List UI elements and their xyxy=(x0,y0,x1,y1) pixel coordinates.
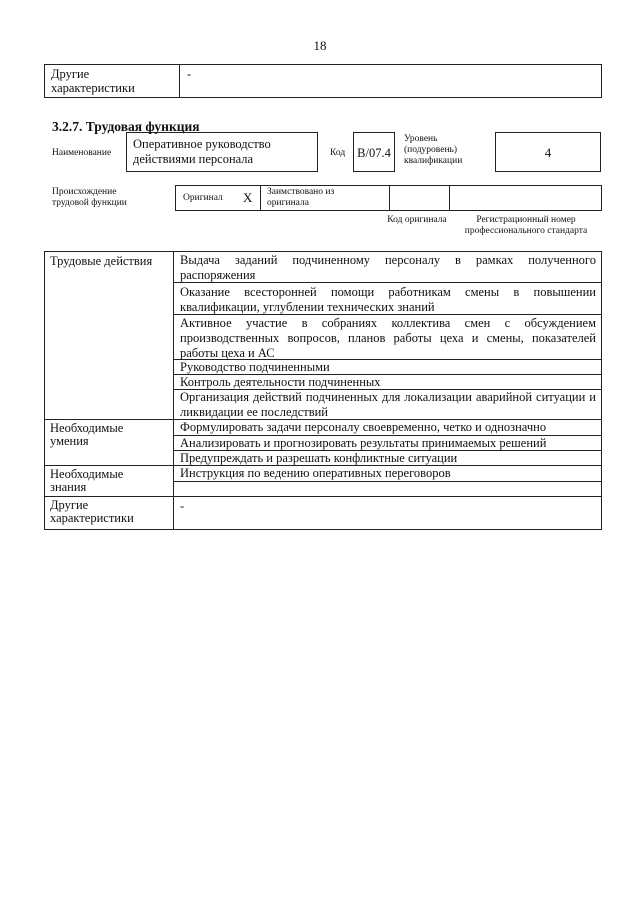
other-characteristics-table xyxy=(44,64,602,98)
skill-item: Предупреждать и разрешать конфликтные ситуации xyxy=(180,451,458,465)
section-title: 3.2.7. Трудовая функция xyxy=(52,119,200,134)
level-value: 4 xyxy=(495,132,601,172)
labor-action-item: Активное участие в собраниях коллектива смен с обсуждением производственных вопросов, планов работы цеха и смены, показателей работы цеха и АС xyxy=(180,316,596,360)
other-characteristics-label: Другие характеристики xyxy=(51,67,135,95)
other-value: - xyxy=(180,499,185,513)
labor-actions-label: Трудовые действия xyxy=(50,254,153,268)
skill-item: Формулировать задачи персоналу своевременно, четко и однозначно xyxy=(180,420,547,434)
labor-action-item: Выдача заданий подчиненному персоналу в рамках полученного распоряжения xyxy=(180,253,596,282)
level-label: Уровень (подуровень) квалификации xyxy=(404,134,463,166)
code-value: B/07.4 xyxy=(353,132,395,172)
knowledge-item: Инструкция по ведению оперативных переговоров xyxy=(180,466,451,480)
other-label: Другие характеристики xyxy=(50,498,134,525)
skills-label: Необходимые умения xyxy=(50,421,124,448)
name-label: Наименование xyxy=(52,148,112,158)
page-number: 18 xyxy=(313,38,327,53)
origin-strip xyxy=(175,185,602,211)
labor-action-item: Оказание всесторонней помощи работникам смены в повышении квалификации, углублении технических знаний xyxy=(180,285,596,314)
labor-action-item: Контроль деятельности подчиненных xyxy=(180,375,381,389)
labor-function-table xyxy=(44,251,602,530)
borrowed-label: Заимствовано из оригинала xyxy=(267,187,335,208)
labor-action-item: Руководство подчиненными xyxy=(180,360,330,374)
code-original-caption: Код оригинала xyxy=(387,215,447,225)
reg-number-caption: Регистрационный номер профессионального стандарта xyxy=(464,215,588,236)
original-mark: X xyxy=(243,190,253,205)
code-label: Код xyxy=(330,148,346,158)
other-characteristics-value: - xyxy=(187,67,192,81)
original-label: Оригинал xyxy=(183,193,223,203)
labor-action-item: Организация действий подчиненных для локализации аварийной ситуации и ликвидации ее последствий xyxy=(180,390,596,419)
knowledge-label: Необходимые знания xyxy=(50,467,124,494)
skill-item: Анализировать и прогнозировать результаты принимаемых решений xyxy=(180,436,547,450)
origin-label: Происхождение трудовой функции xyxy=(52,187,127,208)
name-value: Оперативное руководство действиями персонала xyxy=(126,132,318,172)
